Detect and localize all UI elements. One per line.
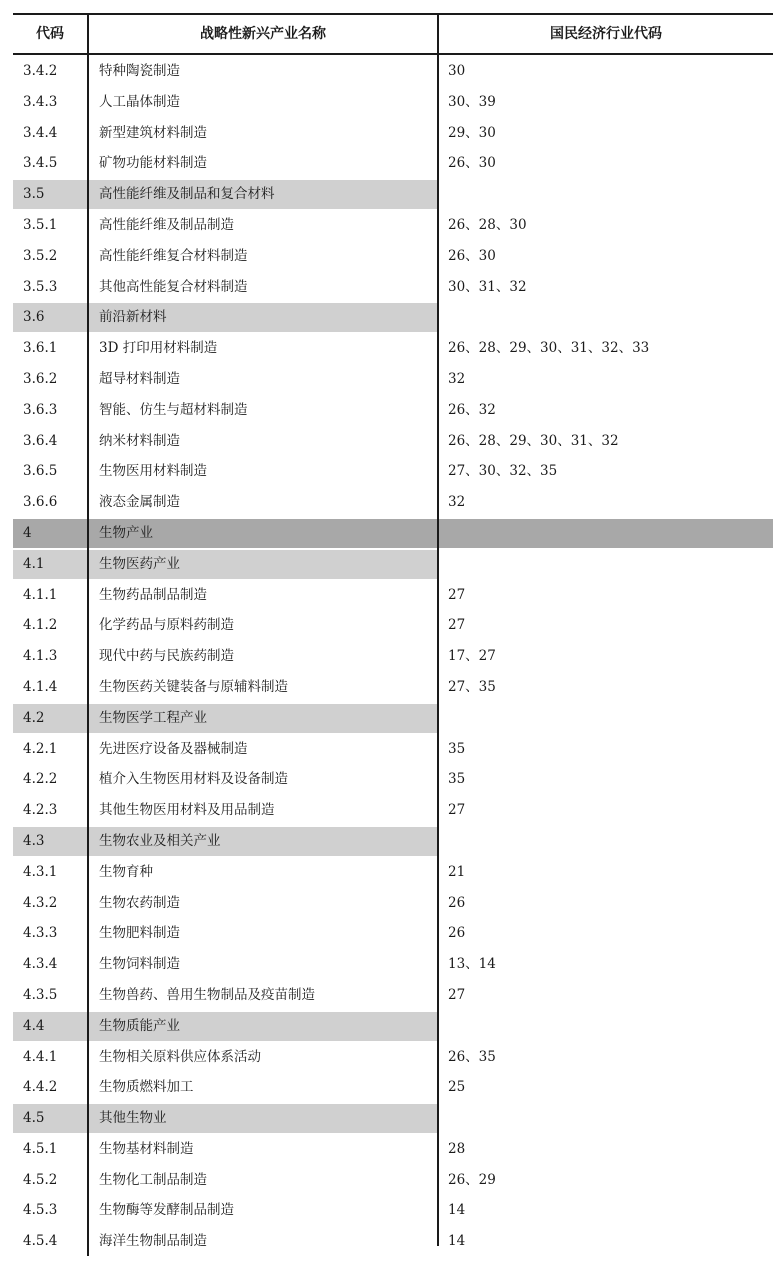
- table-row: [13, 87, 773, 118]
- row-code: 4.3: [23, 832, 45, 849]
- row-code: 3.6.6: [23, 494, 58, 511]
- table-row: [13, 1195, 773, 1226]
- column-divider-1: [87, 15, 89, 1256]
- category-row: [13, 518, 773, 549]
- subcategory-row: [13, 549, 773, 580]
- row-industry-name: 先进医疗设备及器械制造: [99, 740, 248, 757]
- row-national-economy-code: 26、28、29、30、31、32: [448, 432, 619, 449]
- row-shading: [13, 827, 437, 856]
- row-national-economy-code: 27: [448, 617, 466, 634]
- row-code: 4.5.4: [23, 1233, 58, 1250]
- row-national-economy-code: 32: [448, 370, 466, 387]
- table-row: [13, 949, 773, 980]
- row-industry-name: 生物育种: [99, 863, 153, 880]
- row-national-economy-code: 26: [448, 894, 466, 911]
- row-code: 4.5.2: [23, 1171, 58, 1188]
- row-code: 4.3.1: [23, 863, 58, 880]
- table-row: [13, 456, 773, 487]
- row-code: 3.6.4: [23, 432, 58, 449]
- row-national-economy-code: 13、14: [448, 956, 496, 973]
- row-code: 4.2.1: [23, 740, 58, 757]
- row-shading: [13, 550, 437, 579]
- row-code: 3.6.2: [23, 370, 58, 387]
- row-industry-name: 超导材料制造: [99, 370, 180, 387]
- table-row: [13, 148, 773, 179]
- row-shading: [13, 704, 437, 733]
- table-row: [13, 364, 773, 395]
- row-industry-name: 化学药品与原料药制造: [99, 617, 234, 634]
- row-industry-name: 生物肥料制造: [99, 925, 180, 942]
- row-code: 4.3.2: [23, 894, 58, 911]
- table-row: [13, 272, 773, 303]
- row-code: 4.5.3: [23, 1202, 58, 1219]
- row-shading: [13, 303, 437, 332]
- row-industry-name: 生物医学工程产业: [99, 709, 207, 726]
- row-industry-name: 海洋生物制品制造: [99, 1233, 207, 1250]
- row-industry-name: 生物农业及相关产业: [99, 832, 221, 849]
- row-industry-name: 智能、仿生与超材料制造: [99, 401, 248, 418]
- row-industry-name: 生物相关原料供应体系活动: [99, 1048, 261, 1065]
- row-industry-name: 生物农药制造: [99, 894, 180, 911]
- table-row: [13, 333, 773, 364]
- row-industry-name: 高性能纤维复合材料制造: [99, 247, 248, 264]
- header-industry-name: 战略性新兴产业名称: [200, 26, 326, 42]
- row-industry-name: 生物产业: [99, 524, 153, 541]
- row-national-economy-code: 32: [448, 494, 466, 511]
- row-code: 4.5.1: [23, 1140, 58, 1157]
- row-industry-name: 生物酶等发酵制品制造: [99, 1202, 234, 1219]
- row-national-economy-code: 26、29: [448, 1171, 496, 1188]
- table-row: [13, 1165, 773, 1196]
- row-national-economy-code: 27: [448, 586, 466, 603]
- table-row: [13, 1072, 773, 1103]
- row-code: 3.4.2: [23, 63, 58, 79]
- table-row: [13, 672, 773, 703]
- table-row: [13, 487, 773, 518]
- table-row: [13, 888, 773, 919]
- row-industry-name: 矿物功能材料制造: [99, 155, 207, 172]
- row-code: 4.1.4: [23, 678, 58, 695]
- table-row: [13, 56, 773, 87]
- row-industry-name: 植介入生物医用材料及设备制造: [99, 771, 288, 788]
- row-industry-name: 生物药品制品制造: [99, 586, 207, 603]
- row-national-economy-code: 35: [448, 771, 466, 788]
- row-code: 4.3.4: [23, 956, 58, 973]
- table-row: [13, 980, 773, 1011]
- subcategory-row: [13, 1011, 773, 1042]
- row-national-economy-code: 26、30: [448, 155, 496, 172]
- row-code: 3.4.4: [23, 124, 58, 141]
- row-code: 3.6.3: [23, 401, 58, 418]
- row-code: 4.3.5: [23, 986, 58, 1003]
- table-row: [13, 734, 773, 765]
- row-code: 3.4.3: [23, 93, 58, 110]
- row-industry-name: 其他高性能复合材料制造: [99, 278, 248, 295]
- row-industry-name: 生物医药关键装备与原辅料制造: [99, 678, 288, 695]
- row-industry-name: 生物化工制品制造: [99, 1171, 207, 1188]
- row-industry-name: 生物质能产业: [99, 1017, 180, 1034]
- row-national-economy-code: 29、30: [448, 124, 496, 141]
- table-header: [13, 15, 773, 55]
- header-code: 代码: [36, 26, 64, 42]
- table-row: [13, 1134, 773, 1165]
- table-body: [13, 56, 773, 1257]
- row-national-economy-code: 28: [448, 1140, 466, 1157]
- row-industry-name: 3D 打印用材料制造: [99, 340, 218, 357]
- row-code: 4: [23, 524, 32, 541]
- row-code: 4.1: [23, 555, 45, 572]
- row-industry-name: 生物饲料制造: [99, 956, 180, 973]
- row-code: 3.6.5: [23, 463, 58, 480]
- row-code: 3.6: [23, 309, 45, 326]
- row-industry-name: 生物医药产业: [99, 555, 180, 572]
- row-industry-name: 生物基材料制造: [99, 1140, 194, 1157]
- row-code: 3.4.5: [23, 155, 58, 172]
- table-row: [13, 580, 773, 611]
- row-code: 4.5: [23, 1110, 45, 1127]
- row-industry-name: 特种陶瓷制造: [99, 63, 180, 79]
- row-code: 4.1.3: [23, 648, 58, 665]
- row-national-economy-code: 14: [448, 1202, 466, 1219]
- row-industry-name: 生物质燃料加工: [99, 1079, 194, 1096]
- table-row: [13, 1042, 773, 1073]
- table-row: [13, 857, 773, 888]
- subcategory-row: [13, 179, 773, 210]
- row-code: 4.4.1: [23, 1048, 58, 1065]
- row-national-economy-code: 17、27: [448, 648, 496, 665]
- row-industry-name: 生物兽药、兽用生物制品及疫苗制造: [99, 986, 315, 1003]
- row-national-economy-code: 26、28、29、30、31、32、33: [448, 340, 650, 357]
- subcategory-row: [13, 826, 773, 857]
- row-code: 3.5.1: [23, 216, 58, 233]
- row-industry-name: 液态金属制造: [99, 494, 180, 511]
- row-code: 3.5: [23, 186, 45, 203]
- row-industry-name: 人工晶体制造: [99, 93, 180, 110]
- table-row: [13, 1226, 773, 1257]
- row-code: 3.6.1: [23, 340, 58, 357]
- table-row: [13, 641, 773, 672]
- row-national-economy-code: 35: [448, 740, 466, 757]
- row-code: 4.2.2: [23, 771, 58, 788]
- row-national-economy-code: 30: [448, 63, 466, 79]
- row-code: 3.5.3: [23, 278, 58, 295]
- table-row: [13, 426, 773, 457]
- row-industry-name: 新型建筑材料制造: [99, 124, 207, 141]
- row-code: 4.1.2: [23, 617, 58, 634]
- row-code: 4.2.3: [23, 802, 58, 819]
- row-national-economy-code: 26、28、30: [448, 216, 527, 233]
- row-shading: [13, 1012, 437, 1041]
- table-row: [13, 210, 773, 241]
- subcategory-row: [13, 703, 773, 734]
- row-code: 3.5.2: [23, 247, 58, 264]
- row-industry-name: 生物医用材料制造: [99, 463, 207, 480]
- row-national-economy-code: 30、31、32: [448, 278, 527, 295]
- row-industry-name: 现代中药与民族药制造: [99, 648, 234, 665]
- row-industry-name: 纳米材料制造: [99, 432, 180, 449]
- row-industry-name: 其他生物医用材料及用品制造: [99, 802, 275, 819]
- row-national-economy-code: 21: [448, 863, 466, 880]
- subcategory-row: [13, 1103, 773, 1134]
- row-code: 4.3.3: [23, 925, 58, 942]
- row-code: 4.2: [23, 709, 45, 726]
- row-national-economy-code: 27: [448, 986, 466, 1003]
- row-national-economy-code: 26: [448, 925, 466, 942]
- table-row: [13, 241, 773, 272]
- row-code: 4.4.2: [23, 1079, 58, 1096]
- table-row: [13, 610, 773, 641]
- table-row: [13, 764, 773, 795]
- header-national-economy-code: 国民经济行业代码: [550, 26, 662, 42]
- row-national-economy-code: 27: [448, 802, 466, 819]
- row-industry-name: 前沿新材料: [99, 309, 167, 326]
- subcategory-row: [13, 302, 773, 333]
- table-row: [13, 918, 773, 949]
- row-code: 4.1.1: [23, 586, 58, 603]
- table-row: [13, 795, 773, 826]
- row-code: 4.4: [23, 1017, 45, 1034]
- row-national-economy-code: 27、35: [448, 678, 496, 695]
- row-national-economy-code: 30、39: [448, 93, 496, 110]
- row-national-economy-code: 26、30: [448, 247, 496, 264]
- row-national-economy-code: 14: [448, 1233, 466, 1250]
- column-divider-2: [437, 15, 439, 1246]
- row-national-economy-code: 26、32: [448, 401, 496, 418]
- row-national-economy-code: 25: [448, 1079, 466, 1096]
- row-industry-name: 高性能纤维及制品制造: [99, 216, 234, 233]
- table-row: [13, 118, 773, 149]
- row-industry-name: 其他生物业: [99, 1110, 167, 1127]
- row-industry-name: 高性能纤维及制品和复合材料: [99, 186, 275, 203]
- row-national-economy-code: 26、35: [448, 1048, 496, 1065]
- row-shading: [13, 1104, 437, 1133]
- row-national-economy-code: 27、30、32、35: [448, 463, 558, 480]
- table-row: [13, 395, 773, 426]
